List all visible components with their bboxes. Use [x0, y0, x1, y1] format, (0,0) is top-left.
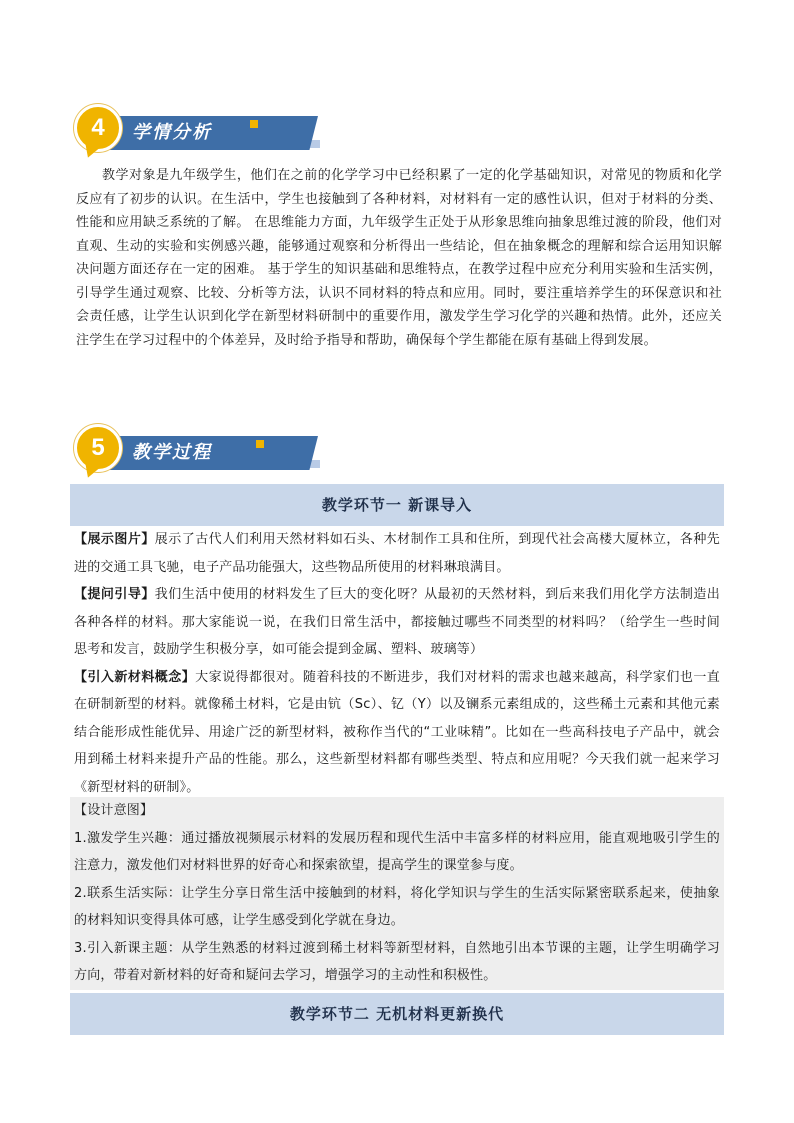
design-heading: 【设计意图】	[74, 803, 154, 818]
analysis-paragraph: 教学对象是九年级学生，他们在之前的化学学习中已经积累了一定的化学基础知识，对常见的物质和化学反应有了初步的认识。在生活中，学生也接触到了各种材料，对材料有一定的感性认识，但对于材料的分类、性能和应用缺乏系统的了解。 在思维能力方面，九年级学生正处于从形象思维向抽象思维过渡的阶段，他们对直观、生动的实验和实例感兴趣，能够通过观察和分析得出一些结论，但在抽象概念的理解和综合运用知识解决问题方面还存在一定的困难。 基于学生的知识基础和思维特点，在教学过程中应充分利用实验和生活实例，引导学生通过观察、比较、分析等方法，认识不同材料的特点和应用。同时，要注重培养学生的环保意识和社会责任感，让学生认识到化学在新型材料研制中的重要作用，激发学生学习化学的兴趣和热情。此外，还应关注学生在学习过程中的个体差异，及时给予指导和帮助，确保每个学生都能在原有基础上得到发展。	[76, 168, 722, 348]
intro-paragraph	[70, 664, 724, 802]
design-item: 2.联系生活实际：让学生分享日常生活中接触到的材料，将化学知识与学生的生活实际紧密联系起来，使抽象的材料知识变得具体可感，让学生感受到化学就在身边。	[74, 885, 720, 928]
show-tag: 【展示图片】	[74, 532, 155, 547]
section-title: 教学过程	[132, 442, 212, 463]
design-item: 3.引入新课主题：从学生熟悉的材料过渡到稀土材料等新型材料，自然地引出本节课的主题，让学生明确学习方向，带着对新材料的好奇和疑问去学习，增强学习的主动性和积极性。	[74, 940, 720, 983]
section-header-analysis	[74, 104, 274, 164]
show-text: 展示了古代人们利用天然材料如石头、木材制作工具和住所，到现代社会高楼大厦林立，各种先进的交通工具飞驰，电子产品功能强大，这些物品所使用的材料琳琅满目。	[74, 532, 721, 575]
step1-title-band: 教学环节一 新课导入	[70, 484, 724, 526]
design-item: 1.激发学生兴趣：通过播放视频展示材料的发展历程和现代生活中丰富多样的材料应用，能直观地吸引学生的注意力，激发他们对材料世界的好奇心和探索欲望，提高学生的课堂参与度。	[74, 830, 720, 873]
ask-tag: 【提问引导】	[74, 587, 155, 602]
ask-paragraph	[70, 581, 724, 664]
step1-content	[70, 526, 724, 801]
design-intent-box	[70, 797, 724, 990]
decor-square	[250, 120, 258, 128]
ask-text: 我们生活中使用的材料发生了巨大的变化呀？从最初的天然材料，到后来我们用化学方法制造出各种各样的材料。那大家能说一说，在我们日常生活中，都接触过哪些不同类型的材料吗？（给学生一些时间思考和发言，鼓励学生积极分享，如可能会提到金属、塑料、玻璃等）	[74, 587, 721, 657]
step2-title-band: 教学环节二 无机材料更新换代	[70, 993, 724, 1035]
show-image-paragraph	[70, 526, 724, 581]
section-number-badge: 5	[74, 424, 122, 472]
section-title: 学情分析	[132, 122, 212, 143]
decor-square	[256, 440, 264, 448]
intro-tag: 【引入新材料概念】	[74, 669, 196, 685]
intro-text: 大家说得都很对。随着科技的不断进步，我们对材料的需求也越来越高，科学家们也一直在研制新型的材料。就像稀土材料，它是由钪（Sc）、钇（Y）以及镧系元素组成的，这些稀土元素和其他元素结合能形成性能优异、用途广泛的新型材料，被称作当代的“工业味精”。比如在一些高科技电子产品中，就会用到稀土材料来提升产品的性能。那么，这些新型材料都有哪些类型、特点和应用呢？今天我们就一起来学习《新型材料的研制》。	[74, 669, 720, 795]
section-header-process	[74, 424, 274, 484]
section-number-badge: 4	[74, 104, 122, 152]
